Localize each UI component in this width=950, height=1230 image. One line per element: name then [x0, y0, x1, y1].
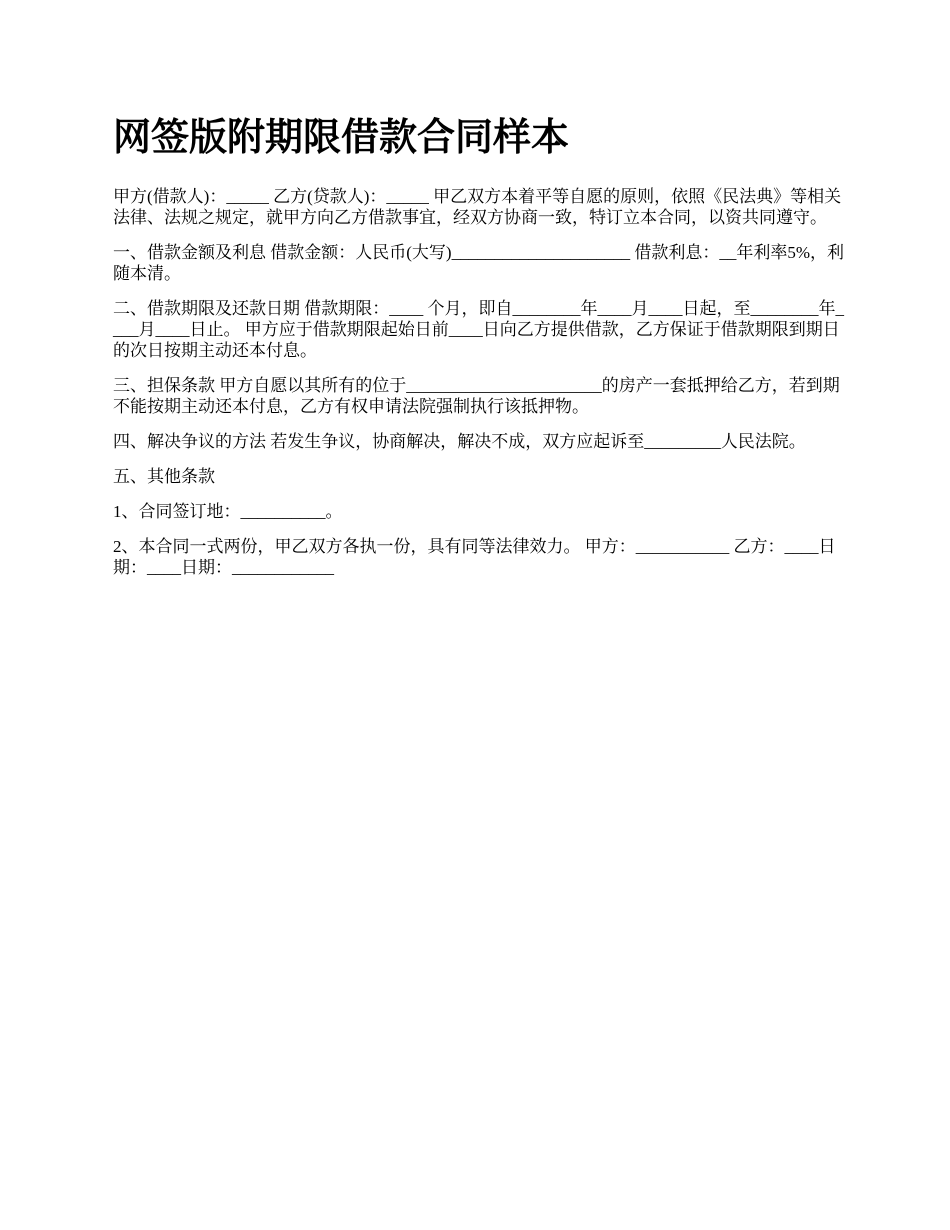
clause-copies-signatures: 2、本合同一式两份，甲乙双方各执一份，具有同等法律效力。 甲方：___________ 乙方：____日期：____日期：____________ [113, 537, 836, 577]
document-title: 网签版附期限借款合同样本 [113, 117, 570, 159]
clause-other-heading: 五、其他条款 [113, 467, 215, 486]
clause-signing-place: 1、合同签订地：__________。 [113, 502, 343, 521]
clause-dispute-resolution: 四、解决争议的方法 若发生争议，协商解决，解决不成，双方应起诉至_________人民法院。 [113, 432, 806, 451]
clause-guarantee: 三、担保条款 甲方自愿以其所有的位于_______________________的房产一套抵押给乙方，若到期不能按期主动还本付息，乙方有权申请法院强制执行该抵押物。 [113, 376, 840, 416]
document-page [113, 112, 850, 592]
clause-loan-term-repayment: 二、借款期限及还款日期 借款期限：____ 个月，即自________年____月____日起，至________年____月____日止。 甲方应于借款期限起始日前____日向乙方提供借款，乙方保证于借款期限到期日的次日按期主动还本付息。 [113, 299, 844, 360]
preamble-paragraph: 甲方(借款人)：_____ 乙方(贷款人)：_____ 甲乙双方本着平等自愿的原则，依照《民法典》等相关法律、法规之规定，就甲方向乙方借款事宜，经双方协商一致，特订立本合同，以资共同遵守。 [113, 187, 842, 227]
clause-loan-amount-interest: 一、借款金额及利息 借款金额：人民币(大写)_____________________ 借款利息：__年利率5%，利随本清。 [113, 243, 844, 283]
